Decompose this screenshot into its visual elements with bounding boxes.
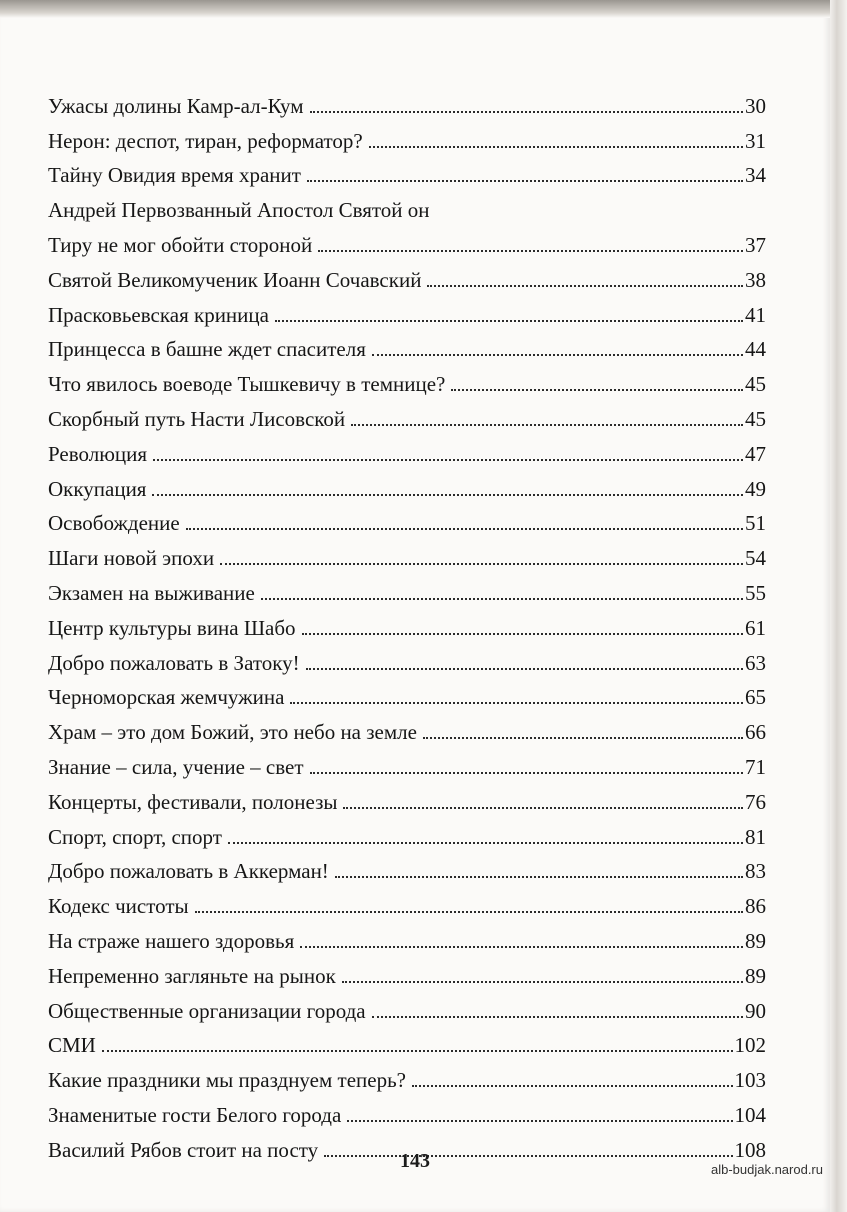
dot-leader	[310, 110, 743, 113]
toc-entry-title: Тайну Овидия время хранит	[48, 163, 301, 188]
toc-entry	[48, 1058, 766, 1093]
toc-entry-title: Революция	[48, 441, 148, 466]
toc-entry-title: Ужасы долины Камр-ал-Кум	[48, 93, 304, 118]
toc-entry-page: 47	[745, 441, 766, 466]
dot-leader	[195, 910, 743, 913]
dot-leader	[318, 249, 743, 252]
dot-leader	[102, 1049, 733, 1052]
page-right-edge	[830, 0, 847, 1212]
toc-entry-title: На страже нашего здоровья	[48, 928, 295, 953]
dot-leader	[412, 1084, 733, 1087]
dot-leader	[342, 980, 743, 983]
dot-leader	[427, 284, 743, 287]
toc-entry-title: Знание – сила, учение – свет	[48, 754, 304, 779]
toc-entry-page: 41	[745, 302, 766, 327]
dot-leader	[307, 179, 743, 182]
toc-entry-page: 54	[745, 546, 766, 571]
toc-entry-title: Оккупация	[48, 476, 147, 501]
dot-leader	[335, 875, 743, 878]
page-top-edge	[0, 0, 847, 18]
dot-leader	[372, 353, 743, 356]
dot-leader	[153, 458, 743, 461]
toc-entry-title: Андрей Первозванный Апостол Святой он	[48, 198, 430, 223]
dot-leader	[343, 806, 743, 809]
toc-entry-title: Нерон: деспот, тиран, реформатор?	[48, 128, 363, 153]
toc-entry-title: СМИ	[48, 1033, 96, 1058]
toc-entry-page: 37	[745, 232, 766, 257]
toc-entry	[48, 84, 766, 119]
toc-entry	[48, 676, 766, 711]
toc-entry-page: 83	[745, 859, 766, 884]
toc-entry-title: Центр культуры вина Шабо	[48, 615, 296, 640]
toc-entry-page: 102	[734, 1033, 766, 1058]
toc-entry	[48, 815, 766, 850]
toc-entry-page: 55	[745, 580, 766, 605]
toc-entry-title: Спорт, спорт, спорт	[48, 824, 222, 849]
toc-entry-page: 61	[745, 615, 766, 640]
toc-entry-page: 89	[745, 928, 766, 953]
toc-entry-page: 51	[745, 511, 766, 536]
toc-entry-page: 86	[745, 894, 766, 919]
toc-entry	[48, 641, 766, 676]
toc-entry	[48, 188, 766, 223]
toc-entry-page: 34	[745, 163, 766, 188]
toc-entry-page: 30	[745, 93, 766, 118]
toc-entry	[48, 223, 766, 258]
toc-entry-title: Концерты, фестивали, полонезы	[48, 789, 338, 814]
toc-entry	[48, 1024, 766, 1059]
toc-entry-title: Тиру не мог обойти стороной	[48, 232, 313, 257]
dot-leader	[290, 701, 743, 704]
toc-entry-title: Принцесса в башне ждет спасителя	[48, 337, 366, 362]
toc-entry	[48, 780, 766, 815]
toc-entry	[48, 1093, 766, 1128]
dot-leader	[186, 527, 743, 530]
dot-leader	[152, 493, 743, 496]
toc-entry-page: 71	[745, 754, 766, 779]
toc-entry	[48, 293, 766, 328]
toc-entry-page: 104	[734, 1102, 766, 1127]
toc-entry	[48, 571, 766, 606]
toc-entry-title: Василий Рябов стоит на посту	[48, 1137, 319, 1162]
toc-entry	[48, 397, 766, 432]
toc-entry	[48, 432, 766, 467]
toc-entry-page: 108	[734, 1137, 766, 1162]
toc-entry	[48, 536, 766, 571]
toc-entry-title: Освобождение	[48, 511, 180, 536]
toc-entry-title: Прасковьевская криница	[48, 302, 269, 327]
toc-entry-title: Кодекс чистоты	[48, 894, 189, 919]
toc-entry-title: Святой Великомученик Иоанн Сочавский	[48, 267, 422, 292]
dot-leader	[261, 597, 743, 600]
toc-entry-page: 45	[745, 372, 766, 397]
toc-entry	[48, 258, 766, 293]
toc-entry-title: Что явилось воеводе Тышкевичу в темнице?	[48, 372, 446, 397]
toc-entry-title: Храм – это дом Божий, это небо на земле	[48, 720, 417, 745]
toc-entry-page: 63	[745, 650, 766, 675]
toc-entry-page: 103	[734, 1068, 766, 1093]
toc-entry	[48, 989, 766, 1024]
toc-entry	[48, 710, 766, 745]
toc-entry-page: 66	[745, 720, 766, 745]
toc-entry	[48, 884, 766, 919]
toc-entry-title: Добро пожаловать в Аккерман!	[48, 859, 329, 884]
toc-entry-title: Непременно загляньте на рынок	[48, 963, 336, 988]
toc-entry-page: 49	[745, 476, 766, 501]
dot-leader	[451, 388, 743, 391]
table-of-contents	[48, 84, 766, 1163]
toc-entry	[48, 119, 766, 154]
toc-entry-page: 89	[745, 963, 766, 988]
toc-entry-page: 44	[745, 337, 766, 362]
dot-leader	[351, 423, 743, 426]
dot-leader	[228, 841, 743, 844]
toc-entry-title: Шаги новой эпохи	[48, 546, 215, 571]
toc-entry-page: 38	[745, 267, 766, 292]
toc-entry-page: 31	[745, 128, 766, 153]
dot-leader	[302, 632, 743, 635]
toc-entry-title: Черноморская жемчужина	[48, 685, 285, 710]
toc-entry	[48, 919, 766, 954]
toc-entry-title: Скорбный путь Насти Лисовской	[48, 406, 346, 431]
dot-leader	[347, 1119, 732, 1122]
dot-leader	[306, 667, 743, 670]
toc-entry-title: Какие праздники мы празднуем теперь?	[48, 1068, 406, 1093]
toc-entry	[48, 154, 766, 189]
toc-entry-title: Добро пожаловать в Затоку!	[48, 650, 300, 675]
toc-entry	[48, 467, 766, 502]
dot-leader	[369, 145, 743, 148]
dot-leader	[300, 945, 743, 948]
toc-entry	[48, 606, 766, 641]
site-watermark: alb-budjak.narod.ru	[710, 1162, 823, 1177]
dot-leader	[372, 1015, 743, 1018]
toc-entry	[48, 502, 766, 537]
toc-entry-page: 90	[745, 998, 766, 1023]
dot-leader	[220, 562, 743, 565]
toc-entry	[48, 362, 766, 397]
dot-leader	[423, 736, 743, 739]
toc-entry-title: Экзамен на выживание	[48, 580, 255, 605]
toc-entry-page: 65	[745, 685, 766, 710]
toc-entry-page: 76	[745, 789, 766, 814]
toc-entry	[48, 850, 766, 885]
toc-entry-title: Знаменитые гости Белого города	[48, 1102, 342, 1127]
dot-leader	[310, 771, 743, 774]
toc-entry-page: 45	[745, 406, 766, 431]
dot-leader	[275, 319, 743, 322]
toc-entry	[48, 954, 766, 989]
toc-entry-title: Общественные организации города	[48, 998, 366, 1023]
toc-entry	[48, 745, 766, 780]
toc-entry-page: 81	[745, 824, 766, 849]
toc-entry	[48, 328, 766, 363]
page-number: 143	[400, 1150, 430, 1172]
